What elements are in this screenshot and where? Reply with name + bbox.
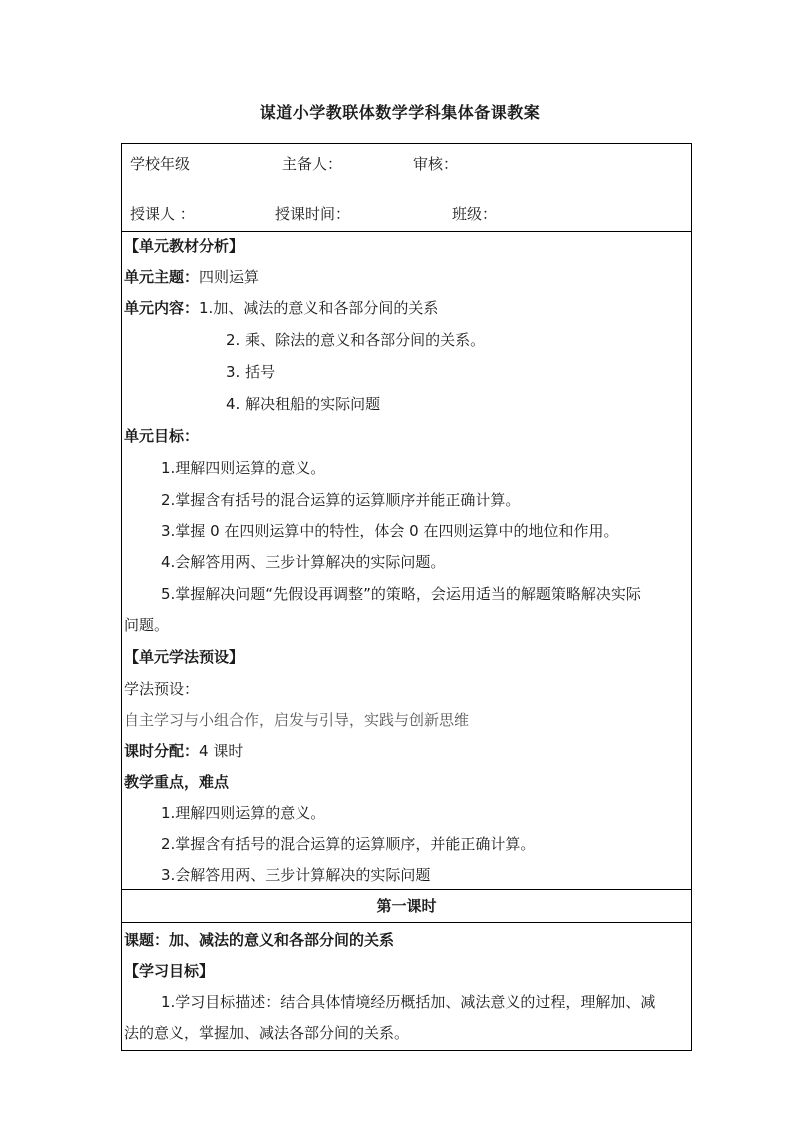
section-divider-top	[121, 889, 692, 890]
key-points-label: 教学重点，难点	[124, 773, 230, 791]
unit-theme-value: 四则运算	[199, 268, 260, 286]
unit-goal-item: 4.会解答用两、三步计算解决的实际问题。	[161, 553, 446, 571]
class-hours-value: 4 课时	[199, 742, 244, 760]
learning-method-heading: 【单元学法预设】	[124, 648, 245, 666]
unit-content-item: 3. 括号	[226, 363, 276, 381]
field-preparer: 主备人：	[282, 155, 343, 173]
key-point-item: 1.理解四则运算的意义。	[161, 804, 326, 822]
lesson-one-title: 第一课时	[376, 897, 437, 915]
learning-goal-line: 法的意义，掌握加、减法各部分间的关系。	[124, 1024, 410, 1042]
document-title: 谋道小学教联体数学学科集体备课教案	[259, 103, 541, 122]
unit-content-item: 1.加、减法的意义和各部分间的关系	[199, 299, 439, 317]
unit-theme	[124, 267, 259, 287]
lesson-topic: 课题：加、减法的意义和各部分间的关系	[124, 931, 395, 949]
unit-content	[124, 298, 438, 318]
unit-content-item: 2. 乘、除法的意义和各部分间的关系。	[226, 331, 486, 349]
field-class: 班级：	[452, 205, 498, 223]
learning-goal-line: 1.学习目标描述：结合具体情境经历概括加、减法意义的过程，理解加、减	[161, 993, 656, 1011]
unit-theme-label: 单元主题：	[124, 268, 200, 286]
unit-goal-item: 1.理解四则运算的意义。	[161, 459, 326, 477]
class-hours	[124, 741, 243, 761]
learning-preset-label: 学法预设：	[124, 680, 200, 698]
unit-content-label: 单元内容：	[124, 299, 200, 317]
field-teacher: 授课人 ：	[130, 205, 195, 223]
unit-analysis-heading: 【单元教材分析】	[124, 237, 245, 255]
unit-goals-label: 单元目标：	[124, 427, 200, 445]
field-school-grade: 学校年级	[130, 155, 191, 173]
learning-preset-text: 自主学习与小组合作，启发与引导，实践与创新思维	[124, 711, 470, 729]
field-lesson-time: 授课时间：	[275, 205, 351, 223]
unit-goal-item: 5.掌握解决问题“先假设再调整”的策略，会运用适当的解题策略解决实际	[161, 585, 641, 603]
unit-goal-item: 3.掌握 0 在四则运算中的特性，体会 0 在四则运算中的地位和作用。	[161, 522, 619, 540]
section-divider-bottom	[121, 922, 692, 923]
learning-goals-heading: 【学习目标】	[124, 962, 215, 980]
key-point-item: 2.掌握含有括号的混合运算的运算顺序，并能正确计算。	[161, 835, 536, 853]
header-divider	[121, 231, 692, 232]
unit-goal-item: 问题。	[124, 616, 170, 634]
unit-goal-item: 2.掌握含有括号的混合运算的运算顺序并能正确计算。	[161, 491, 521, 509]
key-point-item: 3.会解答用两、三步计算解决的实际问题	[161, 866, 431, 884]
field-reviewer: 审核：	[413, 155, 459, 173]
unit-content-item: 4. 解决租船的实际问题	[226, 395, 381, 413]
class-hours-label: 课时分配：	[124, 742, 200, 760]
